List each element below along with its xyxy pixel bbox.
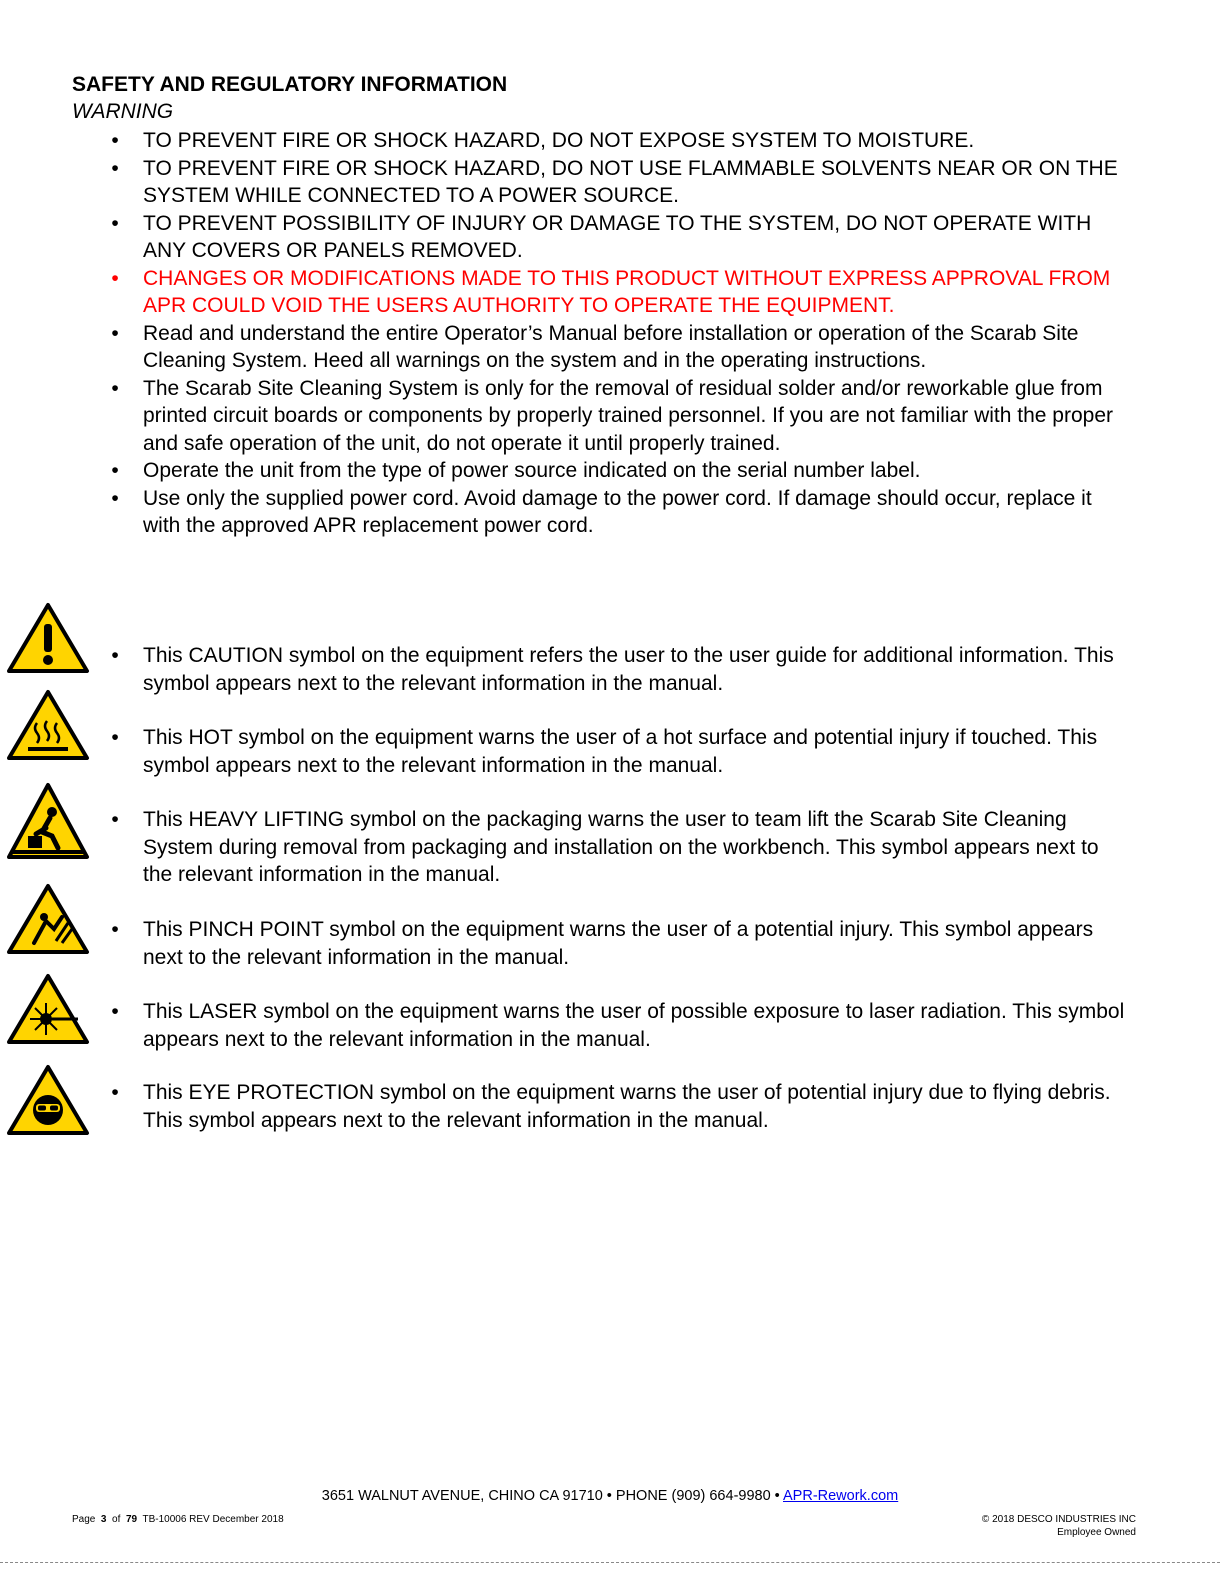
warning-item — [0, 155, 1128, 210]
bullet-marker: • — [111, 726, 119, 749]
symbol-description — [0, 724, 1128, 779]
symbol-description — [0, 1079, 1128, 1134]
symbol-text: This HOT symbol on the equipment warns the user of a hot surface and potential injury if touched. This symbol appears next to the relevant information in the manual. — [143, 726, 1098, 777]
section-heading: SAFETY AND REGULATORY INFORMATION — [72, 73, 508, 96]
symbol-text: This HEAVY LIFTING symbol on the packaging warns the user to team lift the Scarab Site Cleaning System during removal from packaging and installation on the workbench. This symbol appears next to the relevant information in the manual. — [143, 808, 1099, 886]
symbol-text: This PINCH POINT symbol on the equipment warns the user of a potential injury. This symbol appears next to the relevant information in the manual. — [143, 918, 1094, 969]
page-label: Page — [72, 1514, 96, 1525]
warning-text: TO PREVENT FIRE OR SHOCK HAZARD, DO NOT EXPOSE SYSTEM TO MOISTURE. — [143, 129, 975, 152]
warning-item — [0, 210, 1128, 265]
symbol-text: This LASER symbol on the equipment warns the user of possible exposure to laser radiation. This symbol appears next to the relevant information in the manual. — [143, 1000, 1125, 1051]
warning-text: The Scarab Site Cleaning System is only for the removal of residual solder and/or reworkable glue from printed circuit boards or components by properly trained personnel. If you are not familiar with the proper and safe operation of the unit, do not operate it until properly trained. — [143, 376, 1113, 455]
bullet-marker: • — [111, 129, 119, 152]
bullet-marker: • — [111, 376, 119, 400]
website-link[interactable]: APR-Rework.com — [783, 1488, 899, 1504]
of-label: of — [112, 1514, 121, 1525]
symbol-description — [0, 998, 1128, 1053]
bullet-marker: • — [111, 156, 119, 180]
warning-text: Use only the supplied power cord. Avoid damage to the power cord. If damage should occur, replace it with the approved APR replacement power cord. — [143, 486, 1092, 537]
symbol-description — [0, 642, 1128, 697]
footer-address — [0, 1487, 1220, 1505]
bullet-marker: • — [111, 808, 119, 831]
warning-item — [0, 127, 1128, 155]
page-info — [72, 1513, 284, 1526]
bullet-marker: • — [111, 486, 119, 510]
address-text: 3651 WALNUT AVENUE, CHINO CA 91710 • PHONE (909) 664-9980 • — [321, 1488, 783, 1504]
bullet-marker: • — [111, 918, 119, 941]
warning-list — [0, 127, 1220, 540]
warning-item — [0, 320, 1128, 375]
document-reference: TB-10006 REV December 2018 — [142, 1514, 284, 1525]
copyright-block — [982, 1513, 1136, 1539]
warning-text: Read and understand the entire Operator’s Manual before installation or operation of the Scarab Site Cleaning System. Heed all warnings on the system and in the operating instructions. — [143, 321, 1079, 372]
warning-item — [0, 485, 1128, 540]
symbol-text: This EYE PROTECTION symbol on the equipment warns the user of potential injury due to flying debris. This symbol appears next to the relevant information in the manual. — [143, 1081, 1111, 1132]
warning-text: TO PREVENT FIRE OR SHOCK HAZARD, DO NOT USE FLAMMABLE SOLVENTS NEAR OR ON THE SYSTEM WHILE CONNECTED TO A POWER SOURCE. — [143, 156, 1118, 207]
warning-text: Operate the unit from the type of power source indicated on the serial number label. — [143, 459, 921, 482]
page-total: 79 — [125, 1514, 138, 1525]
warning-item-red — [0, 265, 1128, 320]
bottom-divider — [0, 1562, 1220, 1563]
bullet-marker: • — [111, 1081, 119, 1104]
page-number: 3 — [100, 1514, 107, 1525]
warning-text: CHANGES OR MODIFICATIONS MADE TO THIS PRODUCT WITHOUT EXPRESS APPROVAL FROM APR COULD VOID THE USERS AUTHORITY TO OPERATE THE EQUIPMENT. — [143, 266, 1111, 317]
bullet-marker: • — [111, 459, 119, 482]
bullet-marker: • — [111, 1000, 119, 1023]
copyright-text: © 2018 DESCO INDUSTRIES INC — [981, 1514, 1136, 1525]
symbol-text: This CAUTION symbol on the equipment refers the user to the user guide for additional information. This symbol appears next to the relevant information in the manual. — [143, 644, 1114, 695]
warning-text: TO PREVENT POSSIBILITY OF INJURY OR DAMAGE TO THE SYSTEM, DO NOT OPERATE WITH ANY COVERS OR PANELS REMOVED. — [143, 211, 1092, 262]
bullet-marker: • — [111, 211, 119, 235]
bullet-marker: • — [111, 266, 119, 290]
bullet-marker: • — [111, 321, 119, 345]
symbol-description — [0, 916, 1128, 971]
warning-item — [0, 457, 1128, 485]
warning-item — [0, 375, 1128, 458]
symbol-description — [0, 806, 1128, 889]
warning-subheading: WARNING — [72, 100, 174, 123]
ownership-text: Employee Owned — [1057, 1527, 1136, 1538]
bullet-marker: • — [111, 644, 119, 667]
